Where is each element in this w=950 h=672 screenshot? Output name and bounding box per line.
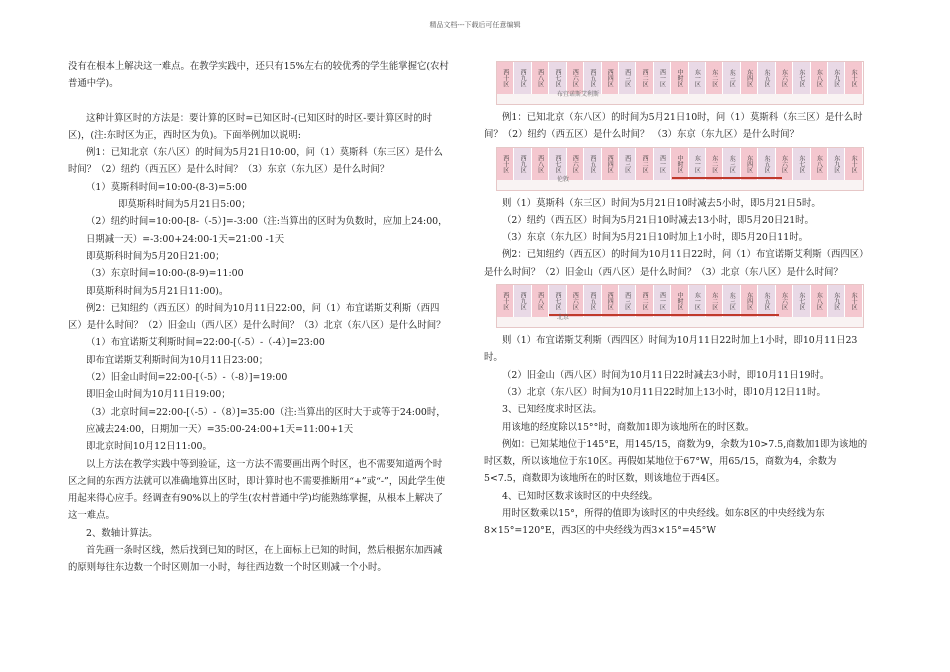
paragraph: 即莫斯科时间为5月21日5:00； [118, 199, 251, 211]
paragraph: 则（1）布宜诺斯艾利斯（西四区）时间为10月11日22时加上1小时，即10月11日23时。 [484, 335, 858, 364]
timezone-cell: 西三区 [619, 62, 636, 94]
timezone-cell: 东三区 [723, 148, 740, 180]
timezone-strip [496, 284, 864, 328]
timezone-cell: 东一区 [689, 148, 706, 180]
timezone-cell: 西二区 [636, 62, 653, 94]
timezone-cell: 东一区 [689, 285, 706, 317]
timezone-cell: 东一区 [689, 62, 706, 94]
timezone-cell: 西一区 [654, 285, 671, 317]
paragraph: （3）东京（东九区）时间为5月21日10时加上1小时，即5月20日11时。 [502, 232, 808, 244]
arrow-marker [549, 314, 779, 316]
timezone-cell: 东十区 [845, 285, 862, 317]
paragraph: 这种计算区时的方法是：要计算的区时=已知区时-(已知区时的时区-要计算区时的时区)，(注:东时区为正，西时区为负)。下面举例加以说明: [68, 112, 432, 141]
timezone-cell: 西十区 [497, 148, 514, 180]
timezone-cell: 西八区 [532, 148, 549, 180]
timezone-cell: 西四区 [602, 148, 619, 180]
timezone-cell: 西五区 [584, 148, 601, 180]
paragraph: 则（1）莫斯科（东三区）时间为5月21日10时减去5小时，即5月21日5时。 [502, 197, 821, 209]
strip-footnote: 布宜诺斯艾利斯 [557, 90, 600, 98]
paragraph: 3、已知经度求时区法。 [502, 404, 602, 416]
timezone-cell: 东十区 [845, 62, 862, 94]
timezone-cell: 东十区 [845, 148, 862, 180]
timezone-strip [496, 147, 864, 191]
timezone-strip [496, 61, 864, 105]
paragraph: 以上方法在教学实践中等到验证，这一方法不需要画出两个时区，也不需要知道两个时区之间的东西方法就可以准确地算出区时，即计算时也不需要推断用“+”或“-”，因此学生使用起来得心应手。经调查有90%以上的学生(农村普通中学)均能熟练掌握，从根本上解决了这一难点。 [68, 458, 446, 522]
timezone-cell: 西六区 [567, 148, 584, 180]
timezone-cell: 东三区 [723, 285, 740, 317]
right-column [484, 58, 872, 540]
paragraph: 例如：已知某地位于145°E，用145/15，商数为9，余数为10>7.5,商数加1即为该地的时区数，所以该地位于东10区。再假如某地位于67°W，用65/15，商数为4，余数为5<7.5，商数即为该地所在的时区数，则该地位于西4区。 [484, 438, 868, 485]
timezone-cell: 西一区 [654, 148, 671, 180]
timezone-cell: 西六区 [567, 285, 584, 317]
timezone-cell: 西十区 [497, 285, 514, 317]
spacer [68, 93, 450, 110]
timezone-cell: 西七区 [549, 285, 566, 317]
paragraph: （3）东京时间=10:00-(8-9)=11:00 [86, 268, 244, 280]
paragraph: 即莫斯科时间为5月20日21:00； [86, 250, 225, 262]
timezone-cell: 东九区 [828, 148, 845, 180]
timezone-cell: 西十区 [497, 62, 514, 94]
timezone-cell: 西八区 [532, 285, 549, 317]
paragraph: 例2：已知纽约（西五区）的时间为10月11日22时，问（1）布宜诺斯艾利斯（西四区）是什么时间？（2）旧金山（西八区）是什么时间？（3）北京（东八区）是什么时间？ [484, 249, 869, 278]
paragraph: （1）布宜诺斯艾利斯时间=22:00-[（-5）-（-4）]=23:00 [86, 337, 325, 349]
paragraph: 2、数轴计算法。 [86, 527, 158, 539]
timezone-cell: 东九区 [828, 285, 845, 317]
paragraph: （2）旧金山时间=22:00-[（-5）-（-8）]=19:00 [86, 372, 288, 384]
timezone-cell: 东七区 [793, 285, 810, 317]
timezone-cell: 东二区 [706, 285, 723, 317]
paragraph: （3）北京时间=22:00-[（-5）-（8）]=35:00（注:当算出的区时大于或等于24:00时，应减去24:00，日期加一天）=35:00-24:00+1天=11:00+1天 [86, 406, 446, 435]
arrow-marker [672, 177, 782, 179]
timezone-cell: 西四区 [602, 62, 619, 94]
timezone-cell: 东七区 [793, 62, 810, 94]
paragraph: （2）旧金山（西八区）时间为10月11日22时减去3小时，即10月11日19时。 [502, 369, 830, 381]
timezone-cells [497, 285, 863, 317]
timezone-cell: 东九区 [828, 62, 845, 94]
timezone-cell: 东四区 [741, 62, 758, 94]
paragraph: 例2：已知纽约（西五区）的时间为10月11日22:00，问（1）布宜诺斯艾利斯（西四区）是什么时间？（2）旧金山（西八区）是什么时间？（3）北京（东八区）是什么时间？ [68, 302, 446, 332]
timezone-cell: 中时区 [671, 62, 688, 94]
timezone-cell: 西二区 [636, 148, 653, 180]
timezone-cell: 东八区 [811, 285, 828, 317]
timezone-cell: 东二区 [706, 148, 723, 180]
timezone-cell: 西四区 [602, 285, 619, 317]
timezone-cell: 西七区 [549, 62, 566, 94]
timezone-cell: 西八区 [532, 62, 549, 94]
paragraph: 没有在根本上解决这一难点。在教学实践中，还只有15%左右的较优秀的学生能掌握它(农村普通中学)。 [68, 61, 449, 90]
timezone-cell: 东七区 [793, 148, 810, 180]
paragraph: （3）北京（东八区）时间为10月11日22时加上13小时，即10月12日11时。 [502, 386, 826, 398]
timezone-cell: 西一区 [654, 62, 671, 94]
left-column [68, 58, 450, 577]
paragraph: 即旧金山时间为10月11日19:00； [86, 389, 231, 401]
strip-footnote: 伦敦 [557, 176, 570, 184]
paragraph: 例1：已知北京（东八区）的时间为5月21日10时，问（1）莫斯科（东三区）是什么时间？（2）纽约（西五区）是什么时间？ （3）东京（东九区）是什么时间？ [484, 112, 863, 141]
page-header: 精品文档---下载后可任意编辑 [429, 21, 521, 29]
timezone-cells [497, 148, 863, 180]
paragraph: 用该地的经度除以15°°时，商数加1即为该地所在的时区数。 [502, 421, 755, 433]
timezone-cell: 东八区 [811, 62, 828, 94]
timezone-cell: 东六区 [776, 148, 793, 180]
paragraph: （2）纽约（西五区）时间为5月21日10时减去13小时，即5月20日21时。 [502, 214, 814, 226]
timezone-cell: 东六区 [776, 62, 793, 94]
timezone-cell: 西三区 [619, 148, 636, 180]
timezone-cells [497, 62, 863, 94]
timezone-cell: 东五区 [758, 285, 775, 317]
timezone-cell: 西五区 [584, 285, 601, 317]
timezone-cell: 西七区 [549, 148, 566, 180]
timezone-cell: 东八区 [811, 148, 828, 180]
timezone-cell: 西二区 [636, 285, 653, 317]
paragraph: （2）纽约时间=10:00-[8-（-5）]=-3:00（注:当算出的区时为负数时，应加上24:00，日期减一天）=-3:00+24:00-1天=21:00 -1天 [86, 216, 448, 245]
timezone-cell: 东五区 [758, 62, 775, 94]
paragraph: 即北京时间10月12日11:00。 [86, 441, 212, 453]
timezone-cell: 西三区 [619, 285, 636, 317]
timezone-cell: 东四区 [741, 148, 758, 180]
paragraph: 例1：已知北京（东八区）的时间为5月21日10:00，问（1）莫斯科（东三区）是什么时间？（2）纽约（西五区）是什么时间？（3）东京（东九区）是什么时间？ [68, 147, 443, 176]
paragraph: 即布宜诺斯艾利斯时间为10月11日23:00； [86, 354, 269, 366]
paragraph: （1）莫斯科时间=10:00-(8-3)=5:00 [86, 181, 247, 193]
timezone-cell: 西六区 [567, 62, 584, 94]
paragraph: 首先画一条时区线，然后找到已知的时区，在上面标上已知的时间，然后根据东加西减的原则每往东边数一个时区则加一小时，每往西边数一个时区则减一个小时。 [68, 545, 443, 574]
timezone-cell: 东五区 [758, 148, 775, 180]
timezone-cell: 西九区 [514, 62, 531, 94]
paragraph: 4、已知时区数求该时区的中央经线。 [502, 490, 658, 502]
paragraph: 即莫斯科时间为5月21日11:00)。 [86, 285, 229, 297]
paragraph: 用时区数乘以15°，所得的值即为该时区的中央经线。如东8区的中央经线为东8×15°=120°E，西3区的中央经线为西3×15°=45°W [484, 508, 825, 537]
timezone-cell: 西九区 [514, 285, 531, 317]
timezone-cell: 西五区 [584, 62, 601, 94]
timezone-cell: 中时区 [671, 148, 688, 180]
timezone-cell: 东二区 [706, 62, 723, 94]
timezone-cell: 西九区 [514, 148, 531, 180]
strip-footnote: 北京 [557, 313, 570, 321]
timezone-cell: 中时区 [671, 285, 688, 317]
timezone-cell: 东六区 [776, 285, 793, 317]
timezone-cell: 东四区 [741, 285, 758, 317]
timezone-cell: 东三区 [723, 62, 740, 94]
